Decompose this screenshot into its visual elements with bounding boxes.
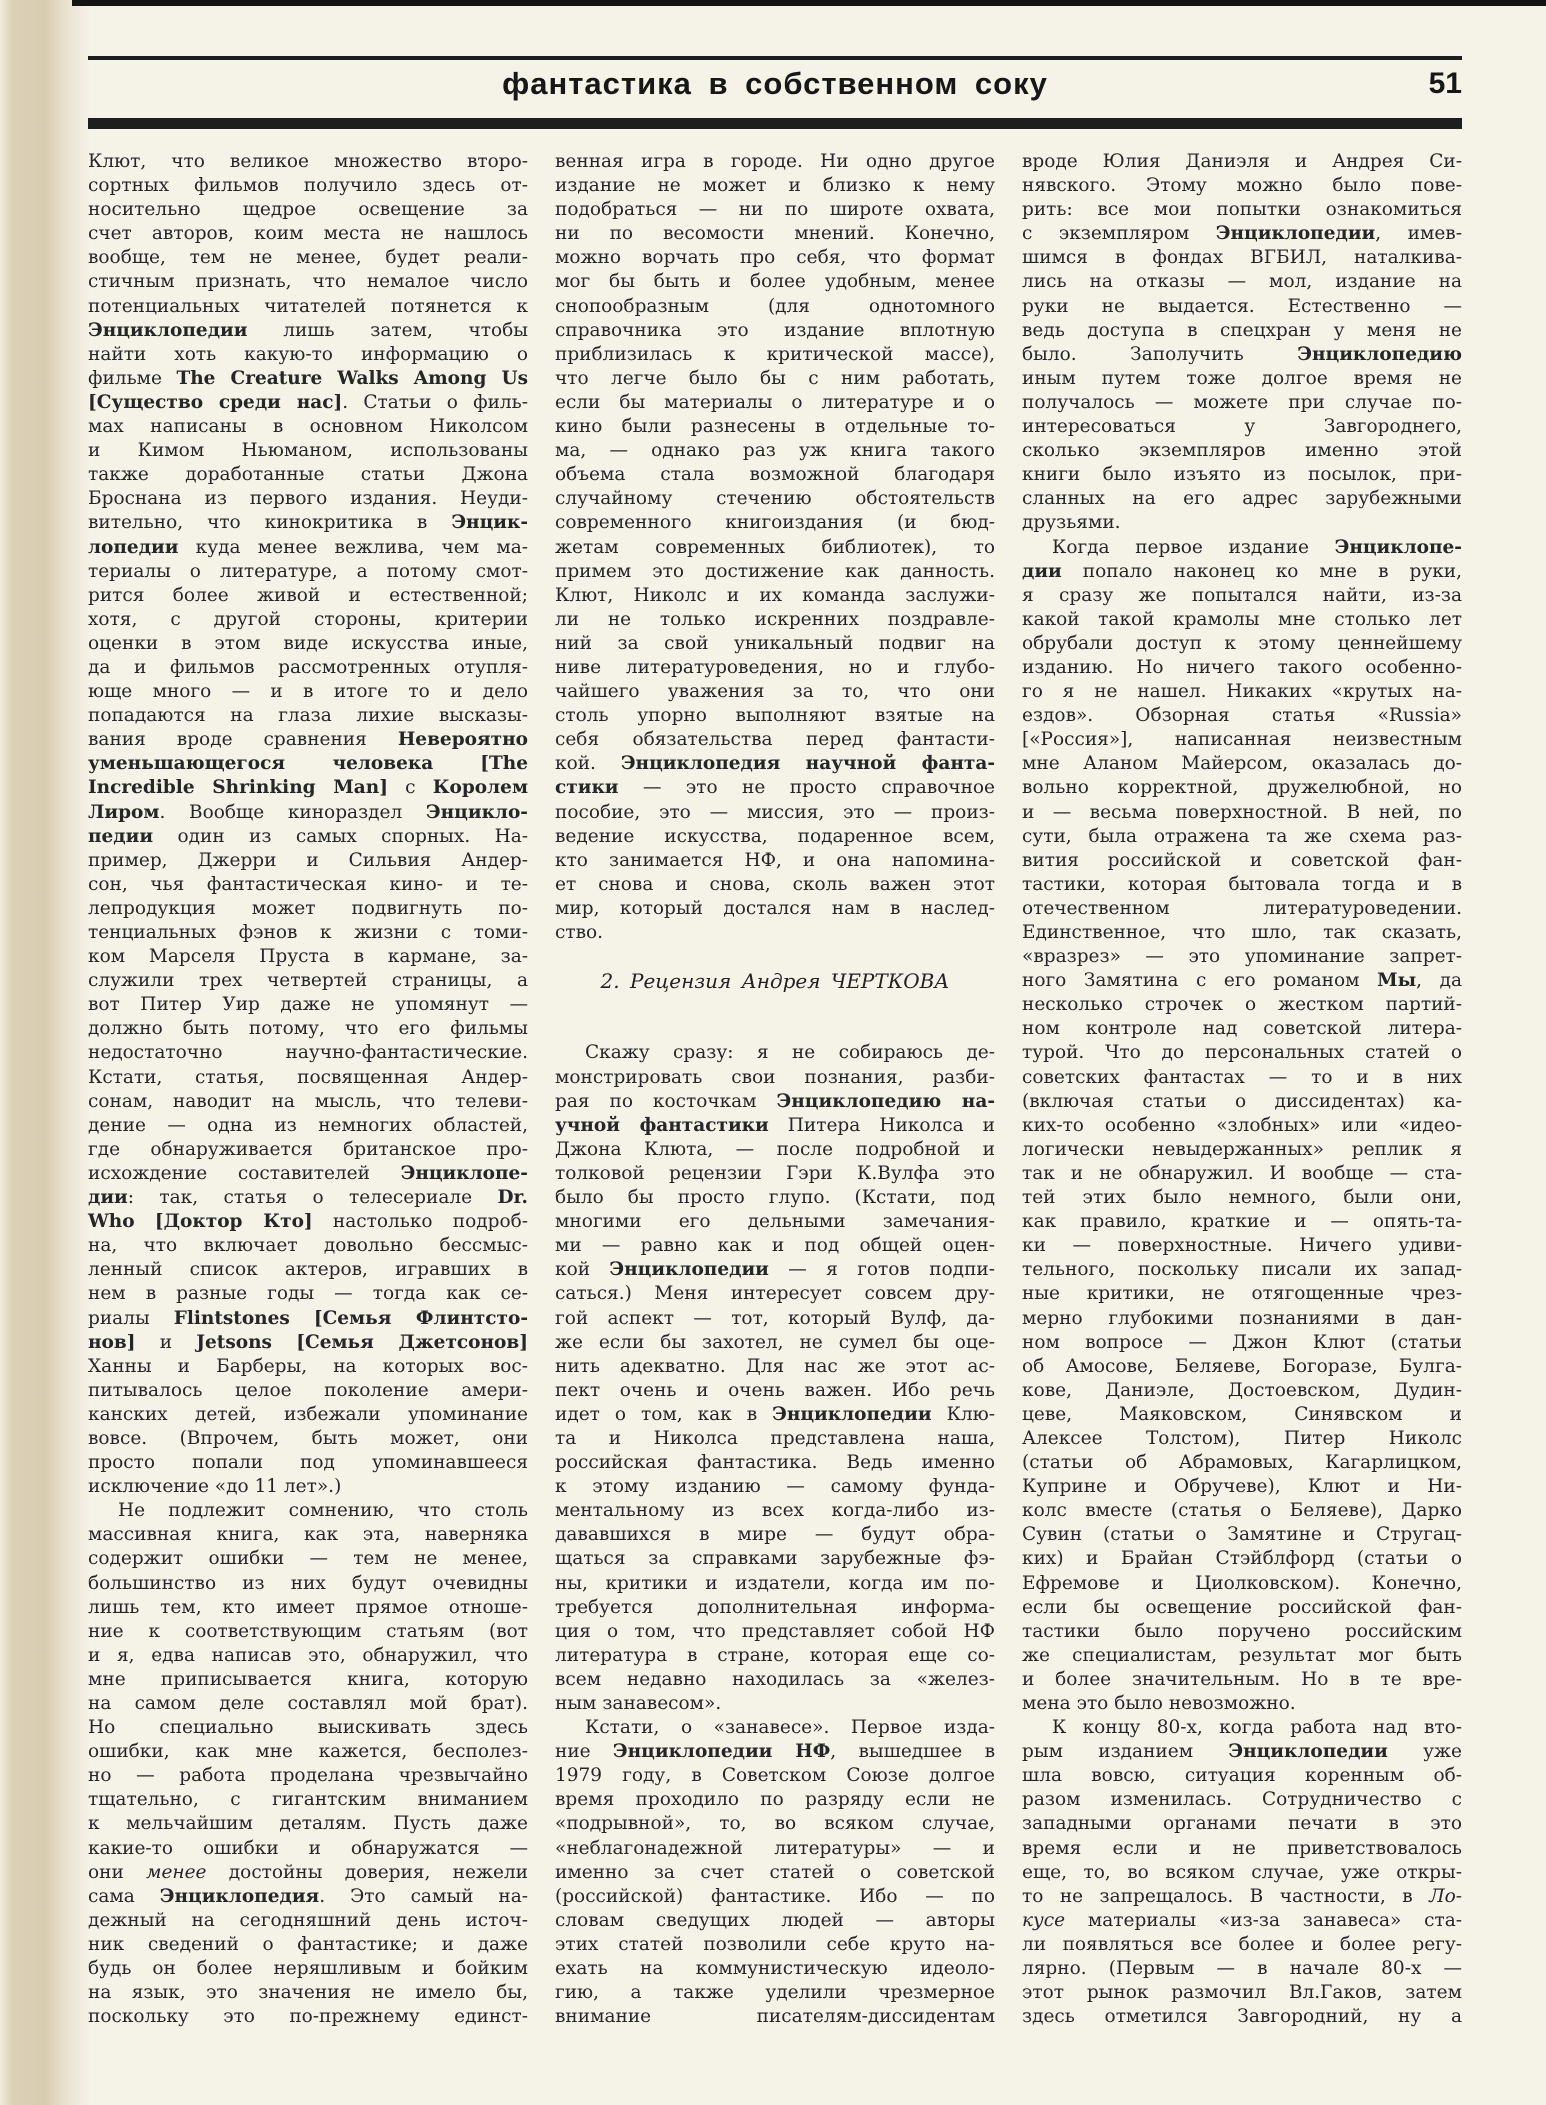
page-number: 51 <box>1428 67 1462 100</box>
text-line: случайному стечению обстоятельств <box>555 488 995 510</box>
text-line: вития российской и советской фан- <box>1022 849 1462 871</box>
text-line: «подрывной», то, во всяком случае, <box>555 1813 995 1835</box>
text-line: ние Энциклопедии НФ, вышедшее в <box>555 1741 995 1763</box>
text-line: гой аспект — тот, который Вулф, да- <box>555 1307 995 1329</box>
text-line: пособие, это — миссия, это — произ- <box>555 801 995 823</box>
text-line: Кстати, о «занавесе». Первое изда- <box>585 1717 995 1739</box>
text-line: мог бы быть и более удобным, менее <box>555 271 995 293</box>
text-line: Но специально выискивать здесь <box>88 1717 528 1739</box>
text-line: ки — поверхностные. Ничего удиви- <box>1022 1235 1462 1257</box>
text-line: и — весьма поверхностной. В ней, по <box>1022 801 1462 823</box>
text-line: руки не выдается. Естественно — <box>1022 295 1462 317</box>
text-line: фильме The Creature Walks Among Us <box>88 367 528 389</box>
text-line: также доработанные статьи Джона <box>88 464 528 486</box>
text-line: Энциклопедии лишь затем, чтобы <box>88 319 528 341</box>
text-line: идет о том, как в Энциклопедии Клю- <box>555 1403 995 1425</box>
text-line: Не подлежит сомнению, что столь <box>118 1500 528 1522</box>
text-line: именно за счет статей о советской <box>555 1861 995 1883</box>
text-line: найти хоть какую-то информацию о <box>88 343 528 365</box>
text-line: сути, была отражена та же схема раз- <box>1022 825 1462 847</box>
text-line: я сразу же попытался найти, из-за <box>1022 584 1462 606</box>
text-line: Куприне и Обручеве), Клют и Ни- <box>1022 1476 1462 1498</box>
text-line: шимся в фондах ВГБИЛ, наталкива- <box>1022 247 1462 269</box>
text-line: объема стала возможной благодаря <box>555 464 995 486</box>
text-line: так и не обнаружил. И вообще — ста- <box>1022 1162 1462 1184</box>
text-line: издание не может и близко к нему <box>555 175 995 197</box>
text-line: как правило, краткие и — опять-та- <box>1022 1211 1462 1233</box>
header-rule-bottom <box>88 118 1462 129</box>
text-line: гию, а также уделили чрезмерное <box>555 1982 995 2004</box>
text-line: внимание писателям-диссидентам <box>555 2006 995 2028</box>
text-line: что легче было бы с ним работать, <box>555 367 995 389</box>
text-line: массивная книга, как эта, наверняка <box>88 1524 528 1546</box>
text-line: лишь тем, кто имеет прямое отноше- <box>88 1596 528 1618</box>
text-line: питывалось целое поколение амери- <box>88 1379 528 1401</box>
text-line: рым изданием Энциклопедии уже <box>1022 1741 1462 1763</box>
text-line: и я, едва написав это, обнаружил, что <box>88 1644 528 1666</box>
text-line: канских детей, избежали упоминание <box>88 1403 528 1425</box>
text-line: отечественном литературоведении. <box>1022 897 1462 919</box>
blank-line <box>555 945 995 969</box>
text-line: жетам современных библиотек), то <box>555 536 995 558</box>
text-line: тенциальных фэнов к жизни с томи- <box>88 922 528 943</box>
text-line: юще много — и в итоге то и дело <box>88 681 528 703</box>
text-line: шла вовсю, ситуация коренным об- <box>1022 1765 1462 1787</box>
text-line: Алексее Толстом), Питер Николс <box>1022 1427 1462 1449</box>
text-line: они менее достойны доверия, нежели <box>88 1861 528 1883</box>
header-rule-top <box>88 56 1462 60</box>
text-line: современного книгоиздания (и бюд- <box>555 512 995 534</box>
text-line: лись на отказы — мол, издание на <box>1022 271 1462 293</box>
text-line: западными органами печати в это <box>1022 1813 1462 1835</box>
text-line: словам сведущих людей — авторы <box>555 1909 995 1931</box>
text-line: дававшихся в мире — будут обра- <box>555 1524 995 1546</box>
text-line: учной фантастики Питера Николса и <box>555 1114 995 1136</box>
running-head-title: фантастика в собственном соку <box>502 66 1048 101</box>
text-line: недостаточно научно-фантастические. <box>88 1042 528 1064</box>
text-line: нить адекватно. Для нас же этот ас- <box>555 1355 995 1377</box>
text-line: ном вопросе — Джон Клют (статьи <box>1022 1331 1462 1353</box>
text-line: стичным признать, что немалое число <box>88 271 528 293</box>
text-line: нем в разные годы — тогда как се- <box>88 1283 528 1305</box>
text-line: Скажу сразу: я не собираюсь де- <box>585 1042 995 1064</box>
text-line: (статьи об Абрамовых, Кагарлицком, <box>1022 1452 1462 1474</box>
text-line: кой. Энциклопедия научной фанта- <box>555 753 995 775</box>
text-line: ком Марселя Пруста в кармане, за- <box>88 946 528 968</box>
text-line: лепродукция может подвигнуть по- <box>88 897 528 919</box>
text-line: стики — это не просто справочное <box>555 777 995 799</box>
text-line: та и Николса представлена наша, <box>555 1427 995 1449</box>
text-line: монстрировать свои познания, разби- <box>555 1066 995 1088</box>
text-line: на, что включает довольно бессмыс- <box>88 1235 528 1257</box>
text-line: вольно корректной, дружелюбной, но <box>1022 777 1462 799</box>
text-line: Сувин (статьи о Замятине и Стругац- <box>1022 1524 1462 1546</box>
text-line: Клют, что великое множество второ- <box>88 151 528 172</box>
text-line: поскольку это по-прежнему единст- <box>88 2006 528 2028</box>
text-line: ные критики, не отягощенные чрез- <box>1022 1283 1462 1305</box>
text-line: мне Аланом Майерсом, оказалась до- <box>1022 753 1462 775</box>
text-line: рится более живой и естественной; <box>88 584 528 606</box>
text-line: ниве литературоведения, но и глубо- <box>555 656 995 678</box>
text-line: Ефремове и Циолковском). Конечно, <box>1022 1572 1462 1594</box>
text-line: многими его дельными замечания- <box>555 1211 995 1233</box>
text-line: книги было изъято из посылок, при- <box>1022 464 1462 486</box>
text-column-2 <box>555 150 995 2029</box>
text-line: попадаются на глаза лихие высказы- <box>88 705 528 727</box>
text-line: ведь доступа в спецхран у меня не <box>1022 319 1462 341</box>
text-line: на самом деле составлял мой брат). <box>88 1693 528 1714</box>
text-line: и более значительным. Но в те вре- <box>1022 1668 1462 1690</box>
text-line: столь упорно выполняют взятые на <box>555 705 995 727</box>
text-line: тей этих было немного, были они, <box>1022 1187 1462 1209</box>
text-line: ция о том, что представляет собой НФ <box>555 1620 995 1642</box>
text-line: вот Питер Уир даже не упомянут — <box>88 994 528 1016</box>
blank-line <box>555 1017 995 1041</box>
text-line: цеве, Маяковском, Синявском и <box>1022 1403 1462 1425</box>
text-line: мне приписывается книга, которую <box>88 1668 528 1690</box>
text-line: всем недавно находилась за «желез- <box>555 1668 995 1690</box>
text-line: Броснана из первого издания. Неуди- <box>88 488 528 510</box>
text-line: примем это достижение как данность. <box>555 560 995 582</box>
text-line: Единственное, что шло, так сказать, <box>1022 922 1462 943</box>
text-line: чайшего уважения за то, что они <box>555 681 995 703</box>
text-line: время проходило по разряду если не <box>555 1789 995 1811</box>
text-line: Клют, Николс и их команда заслужи- <box>555 584 995 606</box>
text-line: тщательно, с гигантским вниманием <box>88 1789 528 1811</box>
text-line: служили трех четвертей страницы, а <box>88 970 528 992</box>
text-line: потенциальных читателей потянется к <box>88 295 528 317</box>
text-line: об Амосове, Беляеве, Богоразе, Булга- <box>1022 1355 1462 1377</box>
text-line: колс вместе (статья о Беляеве), Дарко <box>1022 1500 1462 1522</box>
text-line: должно быть потому, что его фильмы <box>88 1018 528 1040</box>
text-line: этих статей позволили себе круто на- <box>555 1933 995 1955</box>
text-line: себя обязательства перед фантасти- <box>555 729 995 751</box>
text-line: ездов». Обзорная статья «Russia» <box>1022 705 1462 727</box>
text-line: же если бы захотел, не сумел бы оце- <box>555 1331 995 1353</box>
text-columns <box>88 150 1462 2029</box>
text-line: подобраться — ни по широте охвата, <box>555 199 995 221</box>
text-line: сколько экземпляров именно этой <box>1022 440 1462 462</box>
text-line: какие-то ошибки и обнаружатся — <box>88 1837 528 1859</box>
text-line: было. Заполучить Энциклопедию <box>1022 343 1462 365</box>
text-line: Джона Клюта, — после подробной и <box>555 1138 995 1160</box>
text-column-1 <box>88 150 528 2029</box>
text-line: ны, критики и издатели, когда им по- <box>555 1572 995 1594</box>
text-line: ни по весомости мнений. Конечно, <box>555 223 995 245</box>
text-line: ли появляться все более и более регу- <box>1022 1933 1462 1955</box>
text-line: можно ворчать про себя, что формат <box>555 247 995 269</box>
text-line: дение — одна из немногих областей, <box>88 1114 528 1136</box>
text-line: сортных фильмов получило здесь от- <box>88 175 528 197</box>
text-line: будь он более неряшливым и бойким <box>88 1958 528 1980</box>
text-line: ведение искусства, подаренное всем, <box>555 825 995 847</box>
scan-page-edge <box>0 0 92 2105</box>
text-line: кой Энциклопедии — я готов подпи- <box>555 1259 995 1281</box>
text-line: лярно. (Первым — в начале 80-х — <box>1022 1958 1462 1980</box>
text-line: пример, Джерри и Сильвия Андер- <box>88 849 528 871</box>
text-line: к этому изданию — самому фунда- <box>555 1476 995 1498</box>
text-line: здесь отметился Завгородний, ну а <box>1022 2006 1462 2028</box>
text-line: нявского. Этому можно было пове- <box>1022 175 1462 197</box>
text-line: ехать на коммунистическую идеоло- <box>555 1958 995 1980</box>
blank-line <box>555 993 995 1017</box>
text-line: Кстати, статья, посвященная Андер- <box>88 1066 528 1088</box>
text-line: кусе материалы «из-за занавеса» ста- <box>1022 1909 1462 1931</box>
text-line: [«Россия»], написанная неизвестным <box>1022 729 1462 751</box>
text-line: оценки в этом виде искусства иные, <box>88 632 528 654</box>
text-line: еще, то, во всяком случае, уже откры- <box>1022 1861 1462 1883</box>
text-line: советских фантастах — то и в них <box>1022 1066 1462 1088</box>
text-line: несколько строчек о жестком партий- <box>1022 994 1462 1016</box>
text-line: ным занавесом». <box>555 1693 722 1714</box>
text-line: было бы просто глупо. (Кстати, под <box>555 1187 995 1209</box>
text-line: ник сведений о фантастике; и даже <box>88 1933 528 1955</box>
text-line: дежный на сегодняшний день источ- <box>88 1909 528 1931</box>
text-line: териалы о литературе, а потому смот- <box>88 560 528 582</box>
text-line: вания вроде сравнения Невероятно <box>88 729 528 751</box>
text-line: кове, Даниэле, Достоевском, Дудин- <box>1022 1379 1462 1401</box>
text-line: на язык, это значения не имело бы, <box>88 1982 528 2004</box>
text-line: тельного, поскольку писали их запад- <box>1022 1259 1462 1281</box>
text-line: ний за свой уникальный подвиг на <box>555 632 995 654</box>
text-line: [Существо среди нас]. Статьи о филь- <box>88 391 528 413</box>
text-line: кто занимается НФ, и она напомина- <box>555 849 995 871</box>
text-line: саться.) Меня интересует совсем дру- <box>555 1283 995 1305</box>
text-line: мах написаны в основном Николсом <box>88 416 528 438</box>
text-line: Ханны и Барберы, на которых вос- <box>88 1355 528 1377</box>
text-line: носительно щедрое освещение за <box>88 199 528 221</box>
text-line: рить: все мои попытки ознакомиться <box>1022 199 1462 221</box>
text-line: мир, который достался нам в наслед- <box>555 897 995 919</box>
section-heading: 2. Рецензия Андрея ЧЕРТКОВА <box>600 969 950 994</box>
text-line: время если и не приветствовалось <box>1022 1837 1462 1859</box>
text-line: обрубали доступ к этому ценнейшему <box>1022 632 1462 654</box>
text-line: дии попало наконец ко мне в руки, <box>1022 560 1462 582</box>
text-line: российская фантастика. Ведь именно <box>555 1452 995 1474</box>
text-line: венная игра в городе. Ни одно другое <box>555 151 995 172</box>
text-line: педии один из самых спорных. На- <box>88 825 528 847</box>
text-line: большинство из них будут очевидны <box>88 1572 528 1594</box>
text-line: ет снова и снова, сколь важен этот <box>555 873 995 895</box>
text-line: ном контроле над советской литера- <box>1022 1018 1462 1040</box>
text-line: исключение «до 11 лет».) <box>88 1476 342 1498</box>
text-line: разом изменилась. Сотрудничество с <box>1022 1789 1462 1811</box>
text-line: лопедии куда менее вежлива, чем ма- <box>88 536 528 558</box>
text-line: Лиром. Вообще кинораздел Энцикло- <box>88 801 528 823</box>
text-line: ние к соответствующим статьям (вот <box>88 1620 528 1642</box>
text-line: друзьями. <box>1022 512 1121 534</box>
text-line: изданию. Но ничего такого особенно- <box>1022 656 1462 678</box>
text-line: где обнаруживается британское про- <box>88 1138 528 1160</box>
text-line: го я не нашел. Никаких «крутых на- <box>1022 681 1462 703</box>
text-line: ких-то особенно «злобных» или «идео- <box>1022 1114 1462 1136</box>
text-line: с экземпляром Энциклопедии, имев- <box>1022 223 1462 245</box>
magazine-page <box>88 0 1462 2105</box>
text-line: 1979 году, в Советском Союзе долгое <box>555 1765 995 1787</box>
text-line: вроде Юлия Даниэля и Андрея Си- <box>1022 151 1462 172</box>
text-line: турой. Что до персональных статей о <box>1022 1042 1462 1064</box>
text-line: нов] и Jetsons [Семья Джетсонов] <box>88 1331 528 1353</box>
text-line: ли не только искренних поздравле- <box>555 608 995 630</box>
text-line: ментальному из всех когда-либо из- <box>555 1500 995 1522</box>
text-line: справочника это издание вплотную <box>555 319 995 341</box>
text-line: требуется дополнительная информа- <box>555 1596 995 1618</box>
text-line: ми — равно как и под общей оцен- <box>555 1235 995 1257</box>
text-line: Когда первое издание Энциклопе- <box>1052 536 1462 558</box>
text-line: К концу 80-х, когда работа над вто- <box>1052 1717 1462 1739</box>
text-line: (включая статьи о диссидентах) ка- <box>1022 1090 1462 1112</box>
text-line: мерно глубокими познаниями в дан- <box>1022 1307 1462 1329</box>
text-line: ошибки, как мне кажется, бесполез- <box>88 1741 528 1763</box>
text-line: просто попали под упоминавшееся <box>88 1452 528 1474</box>
text-line: щаться за справками зарубежные фэ- <box>555 1548 995 1570</box>
text-column-3 <box>1022 150 1462 2029</box>
text-line: да и фильмов рассмотренных отупля- <box>88 656 528 678</box>
text-line: кино были разнесены в отдельные то- <box>555 416 995 438</box>
text-line: сланных на его адрес зарубежными <box>1022 488 1462 510</box>
text-line: (российской) фантастике. Ибо — по <box>555 1885 995 1907</box>
text-line: толковой рецензии Гэри К.Вулфа это <box>555 1162 995 1184</box>
text-line: ма, — однако раз уж книга такого <box>555 440 995 462</box>
text-line: какой такой крамолы мне столько лет <box>1022 608 1462 630</box>
text-line: же специалистам, результат мог быть <box>1022 1644 1462 1666</box>
text-line: приблизилась к критической массе), <box>555 343 995 365</box>
text-line: рая по косточкам Энциклопедию на- <box>555 1090 995 1112</box>
text-line: ких) и Брайан Стэйблфорд (статьи о <box>1022 1548 1462 1570</box>
text-line: исхождение составителей Энциклопе- <box>88 1162 528 1184</box>
text-line: мена это было невозможно. <box>1022 1693 1296 1714</box>
text-line: если бы материалы о литературе и о <box>555 391 995 413</box>
text-line: счет авторов, коим места не нашлось <box>88 223 528 245</box>
text-line: ленный список актеров, игравших в <box>88 1259 528 1281</box>
text-line: тастики, которая бытовала тогда и в <box>1022 873 1462 895</box>
text-line: «вразрез» — это упоминание запрет- <box>1022 946 1462 968</box>
text-line: сама Энциклопедия. Это самый на- <box>88 1885 528 1907</box>
text-line: иным путем тоже долгое время не <box>1022 367 1462 389</box>
text-line: Who [Доктор Кто] настолько подроб- <box>88 1211 529 1233</box>
text-line: к мельчайшим деталям. Пусть даже <box>88 1813 528 1835</box>
text-line: ство. <box>555 922 604 943</box>
text-line: то не запрещалось. В частности, в Ло- <box>1022 1885 1462 1907</box>
text-line: хотя, с другой стороны, критерии <box>88 608 528 630</box>
text-line: вообще, тем не менее, будет реали- <box>88 247 528 269</box>
text-line: если бы освещение российской фан- <box>1022 1596 1462 1618</box>
text-line: сонам, наводит на мысль, что телеви- <box>88 1090 528 1112</box>
text-line: уменьшающегося человека [The <box>88 753 528 775</box>
text-line: риалы Flintstones [Семья Флинтсто- <box>88 1307 528 1329</box>
text-line: снопообразным (для однотомного <box>555 295 995 317</box>
text-line: содержит ошибки — тем не менее, <box>88 1548 528 1570</box>
text-line: тастики было поручено российским <box>1022 1620 1462 1642</box>
text-line: получалось — можете при случае по- <box>1022 391 1462 413</box>
text-line: интересоваться у Завгороднего, <box>1022 416 1462 438</box>
text-line: пект очень и очень важен. Ибо речь <box>555 1379 995 1401</box>
text-line: сон, чья фантастическая кино- и те- <box>88 873 528 895</box>
text-line: литература в стране, которая еще со- <box>555 1644 995 1666</box>
text-line: вительно, что кинокритика в Энцик- <box>88 512 528 534</box>
text-line: ного Замятина с его романом Мы, да <box>1022 970 1462 992</box>
text-line: «неблагонадежной литературы» — и <box>555 1837 995 1859</box>
text-line: и Кимом Ньюманом, использованы <box>88 440 528 462</box>
text-line: этот рынок размочил Вл.Гаков, затем <box>1022 1982 1462 2004</box>
text-line: логически невыдержанных» реплик я <box>1022 1138 1462 1160</box>
text-line: дии: так, статья о телесериале Dr. <box>88 1187 528 1209</box>
text-line: Incredible Shrinking Man] с Королем <box>88 777 529 799</box>
text-line: вовсе. (Впрочем, быть может, они <box>88 1427 528 1449</box>
text-line: но — работа проделана чрезвычайно <box>88 1765 528 1787</box>
